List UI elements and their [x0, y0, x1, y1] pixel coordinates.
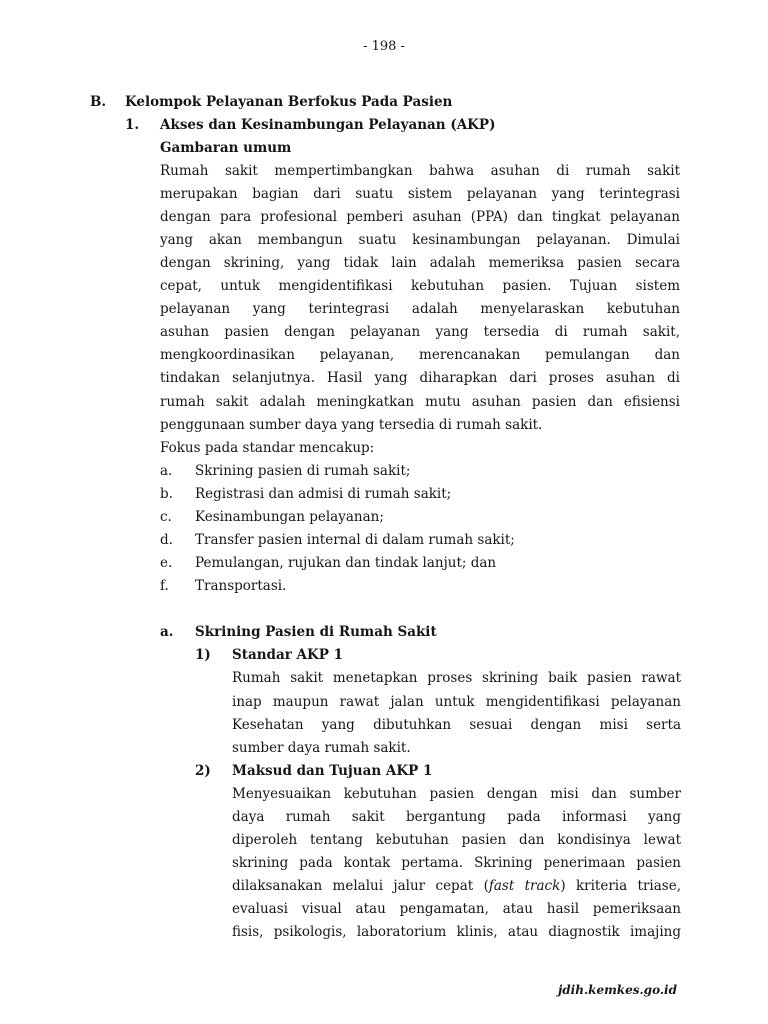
list-item — [0, 483, 768, 506]
list-marker: f. — [160, 578, 169, 595]
paragraph-line — [0, 275, 768, 298]
page-number: - 198 - — [363, 39, 405, 54]
paragraph-text: diperoleh tentang kebutuhan pasien dan kondisinya lewat — [232, 832, 681, 848]
paragraph-text: Kesehatan yang dibutuhkan sesuai dengan misi serta — [232, 716, 681, 733]
paragraph-text — [232, 875, 681, 898]
list-text: Transfer pasien internal di dalam rumah sakit; — [195, 531, 515, 548]
item-marker: 2) — [195, 762, 211, 779]
footer-site: jdih.kemkes.go.id — [557, 983, 677, 997]
paragraph-line — [0, 298, 768, 321]
paragraph-text: cepat, untuk mengidentifikasi kebutuhan pasien. Tujuan sistem — [160, 278, 680, 295]
part-heading-row — [0, 621, 768, 644]
list-marker: d. — [160, 531, 173, 548]
paragraph-text: fisis, psikologis, laboratorium klinis, atau diagnostik imajing — [232, 924, 681, 941]
paragraph-line — [0, 898, 768, 921]
paragraph-text: tindakan selanjutnya. Hasil yang diharapkan dari proses asuhan di — [160, 370, 680, 387]
blank-line — [0, 598, 768, 621]
list-item — [0, 460, 768, 483]
list-item — [0, 575, 768, 598]
list-marker: c. — [160, 508, 172, 525]
italic-term: fast track — [488, 878, 561, 895]
paragraph-text: merupakan bagian dari suatu sistem pelayanan yang terintegrasi — [160, 185, 680, 202]
text-segment: ) kriteria triase, — [560, 878, 682, 895]
paragraph-line — [0, 852, 768, 875]
text-segment: dilaksanakan melalui jalur cepat ( — [232, 878, 489, 895]
list-marker: e. — [160, 555, 173, 572]
paragraph-line — [0, 183, 768, 206]
paragraph-line — [0, 691, 768, 714]
paragraph-line — [0, 806, 768, 829]
list-text: Kesinambungan pelayanan; — [195, 508, 384, 525]
item-title: Maksud dan Tujuan AKP 1 — [232, 762, 433, 779]
list-text: Transportasi. — [195, 578, 287, 595]
paragraph-line — [0, 783, 768, 806]
paragraph-line — [0, 344, 768, 367]
section-title: Kelompok Pelayanan Berfokus Pada Pasien — [125, 93, 453, 110]
paragraph-line — [0, 206, 768, 229]
subsection-heading-row — [0, 114, 768, 137]
paragraph-text: asuhan pasien dengan pelayanan yang tersedia di rumah sakit, — [160, 324, 680, 341]
paragraph-line — [0, 229, 768, 252]
document-body — [0, 91, 768, 945]
paragraph-line — [0, 160, 768, 183]
paragraph-text: pelayanan yang terintegrasi adalah menyelaraskan kebutuhan — [160, 301, 680, 318]
paragraph-line — [0, 921, 768, 944]
paragraph-text: inap maupun rawat jalan untuk mengidentifikasi pelayanan — [232, 693, 681, 710]
paragraph-text: dengan skrining, yang tidak lain adalah memeriksa pasien secara — [160, 255, 680, 272]
paragraph-line — [0, 367, 768, 390]
focus-intro-row — [0, 437, 768, 460]
section-heading-row — [0, 91, 768, 114]
paragraph-line — [0, 667, 768, 690]
paragraph-text: penggunaan sumber daya yang tersedia di rumah sakit. — [160, 416, 543, 433]
paragraph-text: dengan para profesional pemberi asuhan (PPA) dan tingkat pelayanan — [160, 208, 680, 225]
overview-heading-row — [0, 137, 768, 160]
list-text: Registrasi dan admisi di rumah sakit; — [195, 485, 452, 502]
paragraph-line — [0, 391, 768, 414]
item-heading-row — [0, 644, 768, 667]
subsection-marker: 1. — [125, 116, 140, 133]
paragraph-text: evaluasi visual atau pengamatan, atau hasil pemeriksaan — [232, 901, 681, 918]
paragraph-line — [0, 875, 768, 898]
paragraph-text: Menyesuaikan kebutuhan pasien dengan misi dan sumber — [232, 785, 681, 802]
paragraph-line — [0, 714, 768, 737]
item-heading-row — [0, 760, 768, 783]
list-marker: b. — [160, 485, 173, 502]
list-marker: a. — [160, 462, 173, 479]
item-marker: 1) — [195, 647, 211, 664]
paragraph-line — [0, 252, 768, 275]
paragraph-text: sumber daya rumah sakit. — [232, 739, 411, 756]
part-title: Skrining Pasien di Rumah Sakit — [195, 624, 437, 641]
paragraph-line — [0, 321, 768, 344]
part-marker: a. — [160, 624, 174, 641]
overview-heading: Gambaran umum — [160, 139, 292, 156]
item-title: Standar AKP 1 — [232, 647, 343, 664]
section-marker: B. — [90, 93, 107, 110]
paragraph-line — [0, 737, 768, 760]
paragraph-line — [0, 829, 768, 852]
focus-intro: Fokus pada standar mencakup: — [160, 439, 375, 456]
paragraph-text: Rumah sakit mempertimbangkan bahwa asuhan di rumah sakit — [160, 162, 680, 179]
paragraph-text: yang akan membangun suatu kesinambungan pelayanan. Dimulai — [160, 231, 680, 248]
list-text: Skrining pasien di rumah sakit; — [195, 462, 411, 479]
subsection-title: Akses dan Kesinambungan Pelayanan (AKP) — [160, 116, 496, 133]
paragraph-text: rumah sakit adalah meningkatkan mutu asuhan pasien dan efisiensi — [160, 393, 680, 410]
paragraph-text: daya rumah sakit bergantung pada informasi yang — [232, 808, 681, 825]
paragraph-text: skrining pada kontak pertama. Skrining penerimaan pasien — [232, 855, 681, 872]
paragraph-text: mengkoordinasikan pelayanan, merencanakan pemulangan dan — [160, 347, 680, 364]
list-item — [0, 529, 768, 552]
list-text: Pemulangan, rujukan dan tindak lanjut; dan — [195, 555, 497, 572]
paragraph-text: Rumah sakit menetapkan proses skrining baik pasien rawat — [232, 670, 681, 687]
list-item — [0, 552, 768, 575]
paragraph-line — [0, 414, 768, 437]
list-item — [0, 506, 768, 529]
